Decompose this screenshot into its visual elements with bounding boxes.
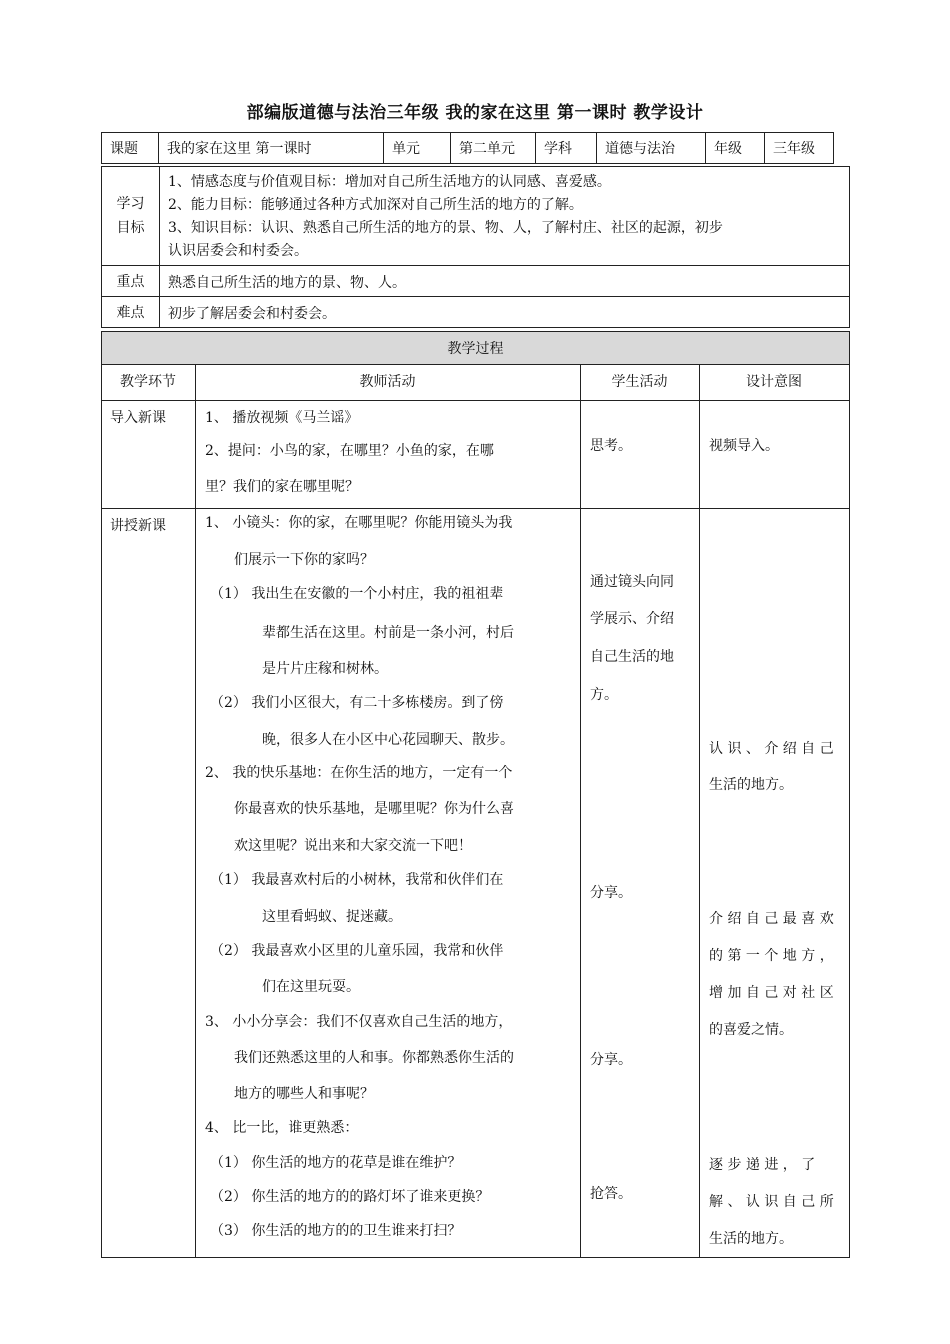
grid-line [849,364,850,1258]
lesson-student-line: 学展示、介绍 [590,611,674,627]
key-point-label: 重点 [102,266,160,296]
col-student-header: 学生活动 [611,374,668,390]
difficulty-label: 难点 [102,297,160,327]
intro-stage: 导入新课 [110,410,166,426]
subject-label: 学科 [536,133,597,164]
lesson-student-line: 通过镜头向同 [590,574,674,590]
lesson-teacher-line: （1） 你生活的地方的花草是谁在维护？ [210,1155,462,1171]
lesson-intent-line: 逐 步 递 进 ， 了 [709,1157,816,1173]
intro-teacher-line: 2、提问：小鸟的家，在哪里？小鱼的家，在哪 [205,443,494,459]
document-title: 部编版道德与法治三年级 我的家在这里 第一课时 教学设计 [246,103,704,123]
info-table [101,132,834,164]
lesson-intent-line: 解 、 认 识 自 己 所 [709,1194,834,1210]
lesson-intent-line: 生活的地方。 [709,777,793,793]
lesson-teacher-line: 晚，很多人在小区中心花园聊天、散步。 [262,732,514,748]
difficulty-row [101,296,850,328]
lesson-teacher-line: 4、 比一比，谁更熟悉： [205,1120,359,1136]
lesson-teacher-line: （2） 我们小区很大，有二十多栋楼房。到了傍 [210,695,504,711]
grid-line [195,364,196,1258]
lesson-teacher-line: （2） 你生活的地方的的路灯坏了谁来更换？ [210,1189,490,1205]
grid-line [699,364,700,1258]
lesson-teacher-line: 们展示一下你的家吗？ [234,552,374,568]
key-point-text: 熟悉自己所生活的地方的景、物、人。 [168,275,406,291]
lesson-student-line: 方。 [590,687,618,703]
lesson-teacher-line: 这里看蚂蚁、捉迷藏。 [262,909,402,925]
difficulty-text: 初步了解居委会和村委会。 [168,306,336,322]
learning-goals-label: 学习 目标 [102,167,160,265]
lesson-teacher-line: 2、 我的快乐基地：在你生活的地方，一定有一个 [205,765,513,781]
lesson-teacher-line: （1） 我最喜欢村后的小树林，我常和伙伴们在 [210,872,504,888]
lesson-intent-line: 生活的地方。 [709,1231,793,1247]
col-teacher-header: 教师活动 [359,374,416,390]
grid-line [101,364,102,1258]
lesson-teacher-line: 们在这里玩耍。 [262,979,360,995]
lesson-teacher-line: 地方的哪些人和事呢？ [234,1086,374,1102]
lesson-student-line: 自己生活的地 [590,649,674,665]
lesson-teacher-line: 3、 小小分享会：我们不仅喜欢自己生活的地方， [205,1014,513,1030]
lesson-teacher-line: 是片片庄稼和树林。 [262,661,388,677]
lesson-stage: 讲授新课 [110,518,166,534]
subject-value: 道德与法治 [597,133,706,164]
lesson-intent-line: 的 第 一 个 地 方 ， [709,948,834,964]
lesson-teacher-line: 我们还熟悉这里的人和事。你都熟悉你生活的 [234,1050,514,1066]
lesson-teacher-line: 你最喜欢的快乐基地，是哪里呢？你为什么喜 [234,801,514,817]
grid-line [101,508,850,509]
lesson-intent-line: 增 加 自 己 对 社 区 [709,985,834,1001]
col-stage-header: 教学环节 [120,374,176,390]
lesson-intent-line: 认 识 、 介 绍 自 己 [709,741,834,757]
lesson-teacher-line: 辈都生活在这里。村前是一条小河，村后 [262,625,514,641]
unit-label: 单元 [384,133,451,164]
learning-goals-text: 1、情感态度与价值观目标：增加对自己所生活地方的认同感、喜爱感。 2、能力目标：能够通过各种方式加深对自己所生活的地方的了解。 3、知识目标：认识、熟悉自己所生活的地方的景、物、人，了解村庄、社区的起源，初步 认识居委会和村委会。 [168,174,723,259]
lesson-teacher-line: 1、 小镜头：你的家，在哪里呢？你能用镜头为我 [205,515,513,531]
lesson-student-line: 分享。 [590,1052,632,1068]
grade-label: 年级 [706,133,765,164]
learning-goals-row [101,166,850,266]
grid-line [580,364,581,1258]
intro-teacher-line: 1、 播放视频《马兰谣》 [205,410,359,426]
unit-value: 第二单元 [451,133,536,164]
lesson-intent-line: 介 绍 自 己 最 喜 欢 [709,911,834,927]
teaching-process-header: 教学过程 [101,331,850,365]
topic-value: 我的家在这里 第一课时 [159,133,384,164]
intro-student: 思考。 [590,438,632,454]
intro-intent: 视频导入。 [709,438,779,454]
lesson-teacher-line: 欢这里呢？说出来和大家交流一下吧！ [234,838,472,854]
lesson-intent-line: 的喜爱之情。 [709,1022,793,1038]
lesson-teacher-line: （2） 我最喜欢小区里的儿童乐园，我常和伙伴 [210,943,504,959]
lesson-teacher-line: （3） 你生活的地方的的卫生谁来打扫？ [210,1223,462,1239]
intro-teacher-line: 里？我们的家在哪里呢？ [205,479,359,495]
grid-line [101,400,850,401]
lesson-student-line: 抢答。 [590,1186,632,1202]
grid-line [101,1257,850,1258]
lesson-teacher-line: （1） 我出生在安徽的一个小村庄，我的祖祖辈 [210,586,504,602]
topic-label: 课题 [102,133,159,164]
col-intent-header: 设计意图 [746,374,802,390]
grade-value: 三年级 [765,133,834,164]
lesson-student-line: 分享。 [590,885,632,901]
key-point-row [101,265,850,297]
